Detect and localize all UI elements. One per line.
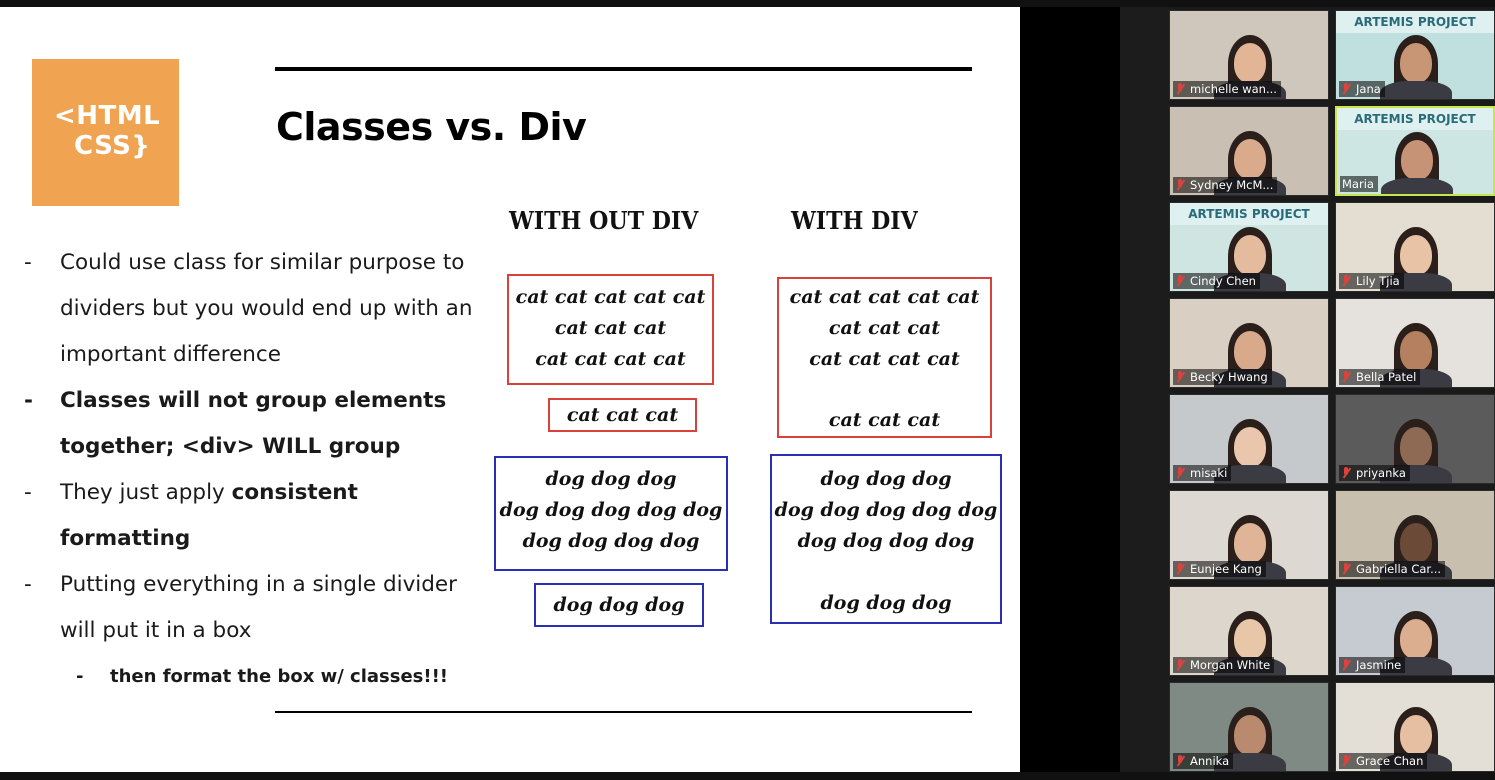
logo-line-2: CSS} — [74, 131, 151, 161]
participant-tile[interactable] — [1169, 682, 1329, 772]
participant-name: Bella Patel — [1356, 370, 1417, 384]
participant-name: Jasmine — [1356, 658, 1402, 672]
dog-line: dog dog dog — [545, 468, 677, 490]
dog-box-with-div — [770, 454, 1002, 624]
muted-mic-icon — [1341, 563, 1351, 575]
participant-video-face — [1400, 715, 1432, 755]
muted-mic-icon — [1341, 371, 1351, 383]
virtual-background-banner: ARTEMIS PROJECT — [1170, 203, 1328, 225]
participant-tile[interactable] — [1335, 394, 1495, 484]
muted-mic-icon — [1341, 467, 1351, 479]
participant-name: Grace Chan — [1356, 754, 1424, 768]
participant-tile[interactable] — [1335, 298, 1495, 388]
participant-tile[interactable] — [1335, 586, 1495, 676]
participant-name-label — [1173, 369, 1272, 385]
slide-title: Classes vs. Div — [276, 105, 587, 149]
participant-name-label — [1339, 273, 1404, 289]
bullet-dash: - — [24, 388, 33, 413]
dog-line: dog dog dog dog — [797, 530, 975, 552]
participant-tile[interactable] — [1169, 586, 1329, 676]
participant-name-label — [1339, 81, 1385, 97]
participant-name-label — [1173, 177, 1277, 193]
participant-name: Sydney McM... — [1190, 178, 1274, 192]
dog-line: dog dog dog dog — [522, 530, 700, 552]
participant-name-label — [1173, 81, 1281, 97]
muted-mic-icon — [1175, 371, 1185, 383]
participant-video-face — [1234, 331, 1266, 371]
dog-line: dog dog dog — [820, 592, 952, 614]
cat-line: cat cat cat cat — [535, 348, 686, 370]
participant-tile[interactable] — [1169, 10, 1329, 100]
cat-line: cat cat cat — [566, 403, 679, 426]
muted-mic-icon — [1175, 467, 1185, 479]
participant-name: Morgan White — [1190, 658, 1271, 672]
participant-name-label — [1173, 465, 1231, 481]
cat-box-without-div — [507, 274, 714, 385]
participant-name: Cindy Chen — [1190, 274, 1256, 288]
virtual-background-banner: ARTEMIS PROJECT — [1337, 108, 1493, 130]
participant-video-face — [1401, 140, 1433, 180]
muted-mic-icon — [1341, 275, 1351, 287]
dog-box-separate — [534, 583, 704, 627]
bullet-item — [24, 470, 494, 562]
bullet-item — [24, 378, 494, 470]
shared-slide — [0, 7, 1020, 772]
virtual-background-banner: ARTEMIS PROJECT — [1336, 11, 1494, 33]
participant-name: misaki — [1190, 466, 1228, 480]
bottom-rule — [275, 711, 972, 713]
bullet-dash: - — [24, 250, 32, 275]
bullet-list — [24, 240, 494, 700]
participant-tile[interactable] — [1335, 682, 1495, 772]
participant-name-label — [1339, 465, 1410, 481]
participant-video-body — [1381, 178, 1453, 196]
bullet-text: Could use class for similar purpose to dividers but you would end up with an important difference — [60, 250, 473, 367]
sub-bullet-text: then format the box w/ classes!!! — [110, 666, 449, 687]
muted-mic-icon — [1341, 755, 1351, 767]
html-css-logo — [32, 59, 179, 206]
bullet-dash: - — [76, 666, 84, 687]
participant-name: Annika — [1190, 754, 1230, 768]
participant-name: Jana — [1356, 82, 1381, 96]
participant-name-label — [1173, 753, 1233, 769]
participant-name-label — [1340, 176, 1378, 192]
participant-name: Becky Hwang — [1190, 370, 1268, 384]
participant-video-face — [1400, 427, 1432, 467]
participant-name: Lily Tjia — [1356, 274, 1400, 288]
sub-bullet-item — [24, 654, 494, 700]
bullet-item — [24, 562, 494, 654]
cat-box-separate — [548, 398, 697, 432]
dog-box-without-div — [494, 456, 728, 571]
participant-video-face — [1234, 139, 1266, 179]
participant-video-face — [1234, 235, 1266, 275]
muted-mic-icon — [1175, 179, 1185, 191]
participant-name-label — [1339, 561, 1445, 577]
dog-line: dog dog dog dog dog — [499, 499, 723, 521]
muted-mic-icon — [1341, 659, 1351, 671]
cat-line: cat cat cat — [554, 317, 667, 339]
participant-tile[interactable] — [1335, 490, 1495, 580]
bullet-strong-text: consistent formatting — [60, 480, 358, 551]
top-rule — [275, 67, 972, 71]
participant-name: Maria — [1342, 177, 1374, 191]
bullet-text: They just apply — [60, 480, 232, 505]
participant-name: Eunjee Kang — [1190, 562, 1262, 576]
participant-video-body — [1380, 81, 1452, 100]
participant-video-face — [1234, 427, 1266, 467]
participant-tile[interactable] — [1169, 202, 1329, 292]
participant-tile[interactable] — [1335, 10, 1495, 100]
without-div-heading: WITH OUT DIV — [509, 206, 699, 235]
bottom-bar — [0, 772, 1495, 780]
participant-video-face — [1234, 43, 1266, 83]
participant-tile[interactable] — [1169, 298, 1329, 388]
cat-line: cat cat cat — [828, 317, 941, 339]
gallery-gutter — [1120, 7, 1170, 772]
dog-line: dog dog dog — [820, 468, 952, 490]
participant-tile[interactable] — [1335, 106, 1495, 196]
logo-line-1: <HTML — [54, 101, 161, 131]
muted-mic-icon — [1175, 563, 1185, 575]
bullet-text: Classes will not group elements together; <div> WILL group — [60, 388, 447, 459]
participant-name-label — [1173, 657, 1274, 673]
bullet-text: Putting everything in a single divider will put it in a box — [60, 572, 457, 643]
bullet-dash: - — [24, 480, 32, 505]
dog-line: dog dog dog dog dog — [774, 499, 998, 521]
muted-mic-icon — [1175, 275, 1185, 287]
muted-mic-icon — [1341, 83, 1351, 95]
cat-line: cat cat cat cat — [809, 348, 960, 370]
participant-video-face — [1234, 619, 1266, 659]
muted-mic-icon — [1175, 659, 1185, 671]
participant-name-label — [1339, 657, 1405, 673]
participant-tile[interactable] — [1335, 202, 1495, 292]
cat-line: cat cat cat — [828, 409, 941, 431]
participant-name: Gabriella Car... — [1356, 562, 1442, 576]
dog-line: dog dog dog — [553, 593, 685, 616]
participant-name-label — [1339, 753, 1427, 769]
participant-name-label — [1339, 369, 1420, 385]
participant-video-face — [1234, 523, 1266, 563]
participant-video-face — [1400, 523, 1432, 563]
participant-tile[interactable] — [1169, 490, 1329, 580]
top-bar — [0, 0, 1495, 7]
muted-mic-icon — [1175, 755, 1185, 767]
participant-tile[interactable] — [1169, 106, 1329, 196]
participant-name: priyanka — [1356, 466, 1406, 480]
participant-video-face — [1400, 235, 1432, 275]
with-div-heading: WITH DIV — [791, 206, 918, 235]
bullet-item — [24, 240, 494, 378]
participant-name: michelle wan... — [1190, 82, 1277, 96]
participant-name-label — [1173, 561, 1266, 577]
participant-name-label — [1173, 273, 1260, 289]
cat-box-with-div — [777, 277, 992, 438]
participant-tile[interactable] — [1169, 394, 1329, 484]
cat-line: cat cat cat cat cat — [515, 286, 706, 308]
bullet-dash: - — [24, 572, 32, 597]
cat-line: cat cat cat cat cat — [789, 286, 980, 308]
participant-video-face — [1400, 43, 1432, 83]
participant-video-face — [1400, 331, 1432, 371]
screen-share-margin — [1020, 7, 1120, 772]
participant-video-face — [1234, 715, 1266, 755]
participant-video-face — [1400, 619, 1432, 659]
muted-mic-icon — [1175, 83, 1185, 95]
